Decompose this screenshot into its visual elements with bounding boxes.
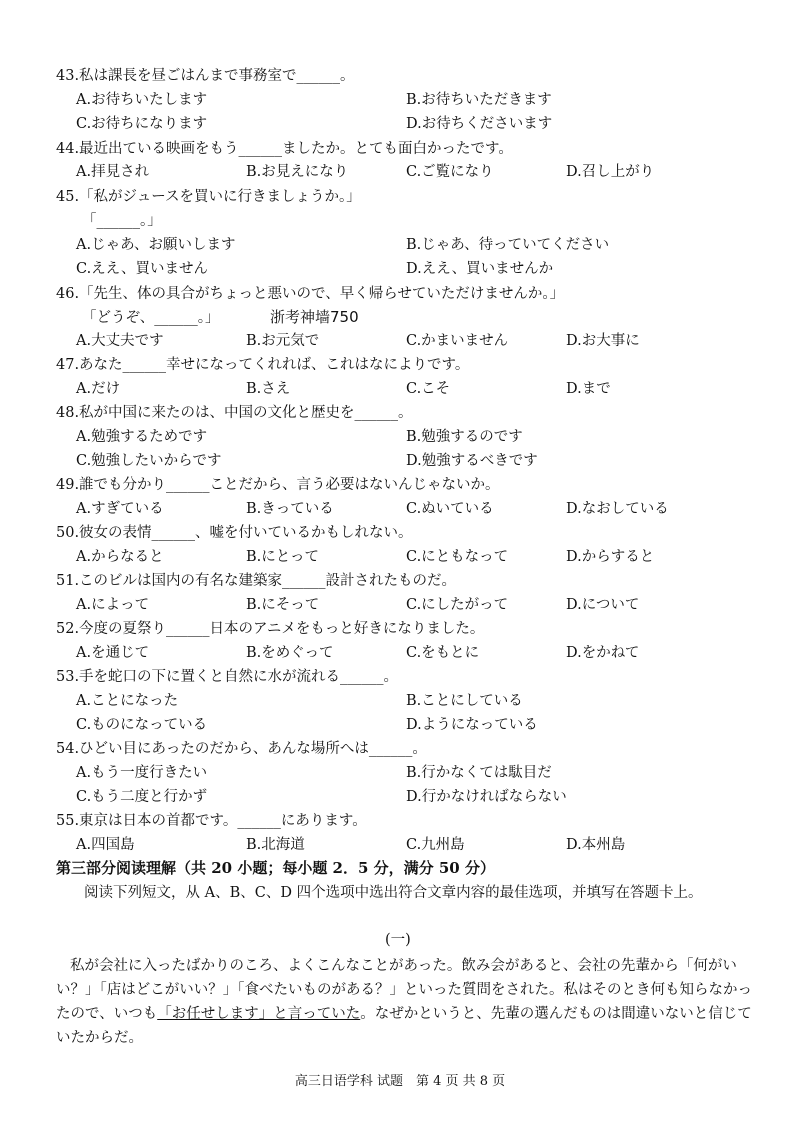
options-45-row2	[76, 259, 776, 279]
option-b: B.じゃあ、待っていてください	[406, 237, 610, 253]
options-50	[76, 547, 776, 567]
option-d: D.ようになっている	[406, 717, 538, 733]
option-b: B.をめぐって	[246, 645, 334, 661]
option-b: B.さえ	[246, 381, 291, 397]
question-44: 44.最近出ている映画をもう______ましたか。とても面白かったです。	[56, 141, 513, 157]
options-48-row1	[76, 427, 776, 447]
question-51: 51.このビルは国内の有名な建築家______設計されたものだ。	[56, 573, 457, 589]
question-52: 52.今度の夏祭り______日本のアニメをもっと好きになりました。	[56, 621, 485, 637]
options-54-row2	[76, 787, 776, 807]
options-46	[76, 331, 776, 351]
option-b: B.勉強するのです	[406, 429, 523, 445]
option-a: A.勉強するためです	[76, 429, 208, 445]
options-54-row1	[76, 763, 776, 783]
option-d: D.なおしている	[566, 501, 669, 517]
question-54: 54.ひどい目にあったのだから、あんな場所へは______。	[56, 741, 427, 757]
options-47	[76, 379, 776, 399]
option-d: D.ええ、買いませんか	[406, 261, 554, 277]
option-c: C.お待ちになります	[76, 116, 208, 132]
section-instruction: 阅读下列短文，从 A、B、C、D 四个选项中选出符合文章内容的最佳选项，并填写在答题卡上。	[84, 885, 703, 901]
question-46-line2: 「どうぞ、______。」	[82, 310, 220, 326]
options-53-row2	[76, 715, 776, 735]
option-a: A.を通じて	[76, 645, 150, 661]
question-50: 50.彼女の表情______、嘘を付いているかもしれない。	[56, 525, 413, 541]
option-a: A.拝見され	[76, 164, 150, 180]
question-47: 47.あなた______幸せになってくれれば、これはなによりです。	[56, 357, 470, 373]
option-b: B.きっている	[246, 501, 334, 517]
option-d: D.お待ちくださいます	[406, 116, 553, 132]
option-b: B.にそって	[246, 597, 320, 613]
page-footer: 高三日语学科 试题 第 4 页 共 8 页	[294, 1074, 506, 1089]
option-a: A.じゃあ、お願いします	[76, 237, 236, 253]
option-c: C.もう二度と行かず	[76, 789, 208, 805]
question-55: 55.東京は日本の首都です。______にあります。	[56, 813, 367, 829]
question-49: 49.誰でも分かり______ことだから、言う必要はないんじゃないか。	[56, 477, 500, 493]
options-43-row1	[76, 90, 776, 110]
option-c: C.かまいません	[406, 333, 509, 349]
option-c: C.ものになっている	[76, 717, 208, 733]
option-c: C.ぬいている	[406, 501, 494, 517]
option-d: D.勉強するべきです	[406, 453, 538, 469]
question-45: 45.「私がジュースを買いに行きましょうか。」	[56, 189, 361, 205]
option-b: B.行かなくては駄目だ	[406, 765, 552, 781]
underlined-phrase: 「お任せします」と言っていた	[157, 1006, 361, 1022]
options-52	[76, 643, 776, 663]
option-b: B.お見えになり	[246, 164, 349, 180]
option-c: C.九州島	[406, 837, 465, 853]
option-c: C.ええ、買いません	[76, 261, 209, 277]
option-d: D.からすると	[566, 549, 655, 565]
option-d: D.について	[566, 597, 640, 613]
option-b: B.お元気で	[246, 333, 320, 349]
options-51	[76, 595, 776, 615]
option-a: A.大丈夫です	[76, 333, 164, 349]
option-a: A.によって	[76, 597, 150, 613]
option-b: B.ことにしている	[406, 693, 523, 709]
option-c: C.をもとに	[406, 645, 480, 661]
watermark-text: 浙考神墙750	[270, 308, 359, 326]
question-43: 43.私は課長を昼ごはんまで事務室で______。	[56, 68, 355, 84]
options-43-row2	[76, 114, 776, 134]
option-c: C.勉強したいからです	[76, 453, 222, 469]
option-d: D.本州島	[566, 837, 626, 853]
options-55	[76, 835, 776, 855]
section-heading: 第三部分阅读理解（共 20 小题；每小题 2．5 分，满分 50 分）	[56, 859, 495, 877]
option-b: B.北海道	[246, 837, 305, 853]
question-45-line2: 「______。」	[82, 213, 162, 229]
options-44	[76, 162, 776, 182]
question-48: 48.私が中国に来たのは、中国の文化と歴史を______。	[56, 405, 413, 421]
passage-number: (一)	[385, 932, 411, 948]
option-a: A.四国島	[76, 837, 135, 853]
option-a: A.からなると	[76, 549, 164, 565]
option-a: A.ことになった	[76, 693, 179, 709]
option-a: A.だけ	[76, 381, 121, 397]
option-c: C.にしたがって	[406, 597, 509, 613]
options-48-row2	[76, 451, 776, 471]
option-d: D.をかねて	[566, 645, 640, 661]
option-c: C.ご覧になり	[406, 164, 494, 180]
option-c: C.にともなって	[406, 549, 509, 565]
option-b: B.にとって	[246, 549, 319, 565]
options-53-row1	[76, 691, 776, 711]
passage-text-b: 。なぜかというと、先輩の選んだものは間違いないと信じていたからだ。	[56, 1006, 752, 1046]
option-b: B.お待ちいただきます	[406, 92, 552, 108]
option-d: D.お大事に	[566, 333, 640, 349]
option-d: D.まで	[566, 381, 611, 397]
option-d: D.行かなければならない	[406, 789, 567, 805]
options-49	[76, 499, 776, 519]
option-a: A.すぎている	[76, 501, 164, 517]
passage-text-a: 私が会社に入ったばかりのころ、よくこんなことがあった。飲み会があると、会社の先輩から「何がいい？」「店はどこがいい？」「食べたいものがある？」といった質問をされた。私はそのとき何も知らなかったので、いつも	[56, 958, 752, 1022]
option-d: D.召し上がり	[566, 164, 655, 180]
question-46: 46.「先生、体の具合がちょっと悪いので、早く帰らせていただけませんか。」	[56, 286, 565, 302]
passage-paragraph	[56, 954, 756, 1050]
option-a: A.もう一度行きたい	[76, 765, 208, 781]
question-53: 53.手を蛇口の下に置くと自然に水が流れる______。	[56, 669, 399, 685]
options-45-row1	[76, 235, 776, 255]
option-c: C.こそ	[406, 381, 451, 397]
option-a: A.お待ちいたします	[76, 92, 208, 108]
